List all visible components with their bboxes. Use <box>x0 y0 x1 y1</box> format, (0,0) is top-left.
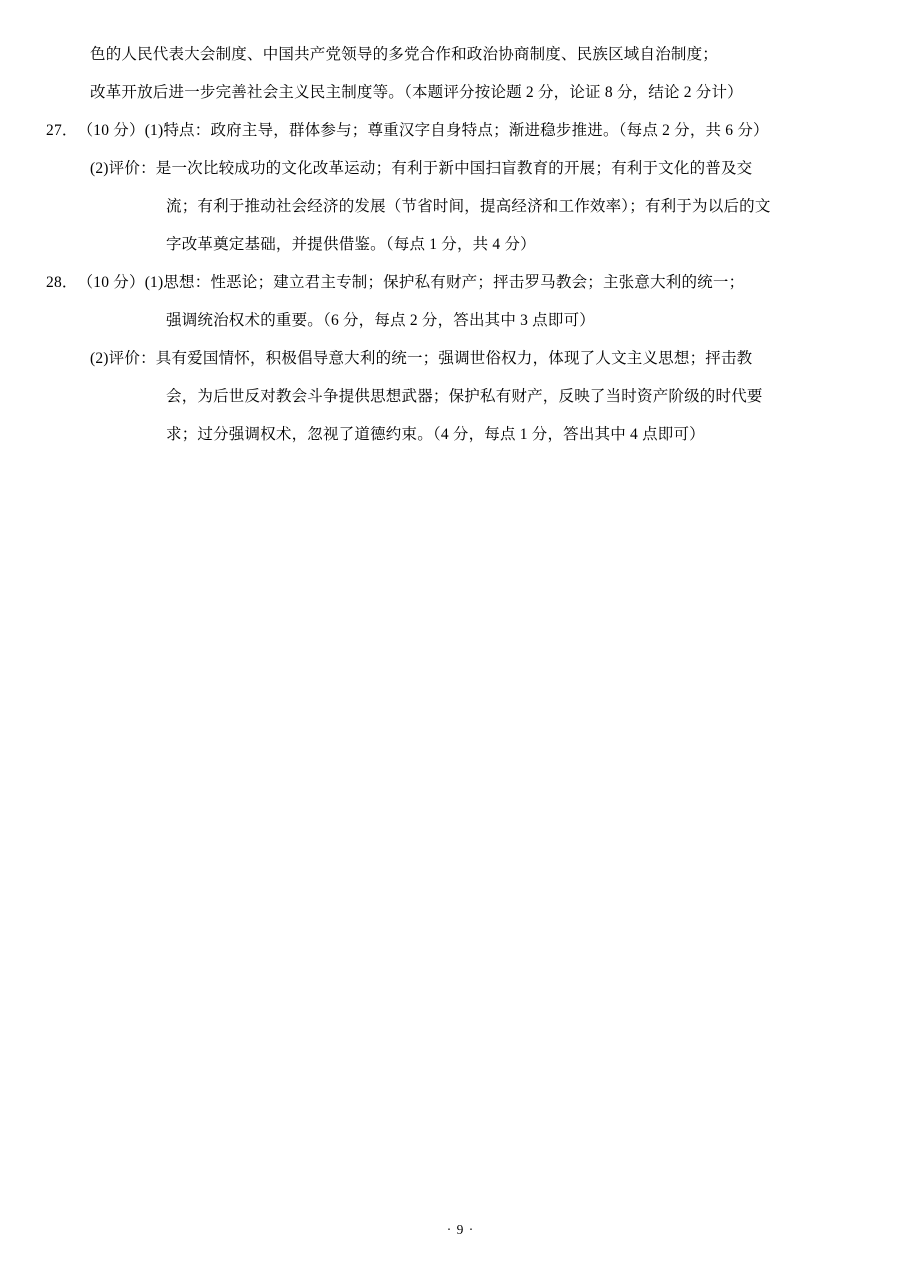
question-28 <box>46 264 859 454</box>
question-27-score: （10 分） <box>77 122 145 139</box>
page-content <box>46 36 859 454</box>
question-28-part-2-cont-2: 求；过分强调权术，忽视了道德约束。（4 分，每点 1 分，答出其中 4 点即可） <box>166 426 705 443</box>
question-27-part-2 <box>46 150 859 188</box>
question-28-part-1 <box>46 264 859 302</box>
question-27 <box>46 112 859 264</box>
question-27-part-1 <box>46 112 859 150</box>
question-27-part-2-label: (2)评价： <box>90 160 156 177</box>
question-27-part-1-label: (1)特点： <box>144 122 211 139</box>
question-28-part-1-text: 性恶论；建立君主专制；保护私有财产；抨击罗马教会；主张意大利的统一； <box>210 274 745 291</box>
question-27-part-2-text: 是一次比较成功的文化改革运动；有利于新中国扫盲教育的开展；有利于文化的普及交 <box>155 160 753 177</box>
question-28-part-1-cont-1: 强调统治权术的重要。（6 分，每点 2 分，答出其中 3 点即可） <box>166 312 595 329</box>
question-28-part-2-cont-1: 会，为后世反对教会斗争提供思想武器；保护私有财产，反映了当时资产阶级的时代要 <box>166 388 763 405</box>
continuation-line-2: 改革开放后进一步完善社会主义民主制度等。（本题评分按论题 2 分，论证 8 分，结论 2 分计） <box>90 84 743 101</box>
page-number: · 9 · <box>446 1222 475 1237</box>
question-27-part-1-text: 政府主导，群体参与；尊重汉字自身特点；渐进稳步推进。（每点 2 分，共 6 分） <box>210 122 769 139</box>
question-28-part-1-label: (1)思想： <box>144 274 211 291</box>
question-27-part-2-cont-1: 流；有利于推动社会经济的发展（节省时间，提高经济和工作效率）；有利于为以后的文 <box>166 198 771 215</box>
question-28-score: （10 分） <box>77 274 145 291</box>
question-28-part-2-label: (2)评价： <box>90 350 156 367</box>
question-28-number: 28． <box>46 274 78 291</box>
continuation-line-1: 色的人民代表大会制度、中国共产党领导的多党合作和政治协商制度、民族区域自治制度； <box>90 46 719 63</box>
question-28-part-2 <box>46 340 859 378</box>
continuation-block <box>46 36 859 112</box>
question-27-part-2-cont-2: 字改革奠定基础，并提供借鉴。（每点 1 分，共 4 分） <box>166 236 536 253</box>
question-27-number: 27． <box>46 122 78 139</box>
question-28-part-2-text: 具有爱国情怀，积极倡导意大利的统一；强调世俗权力，体现了人文主义思想；抨击教 <box>155 350 753 367</box>
